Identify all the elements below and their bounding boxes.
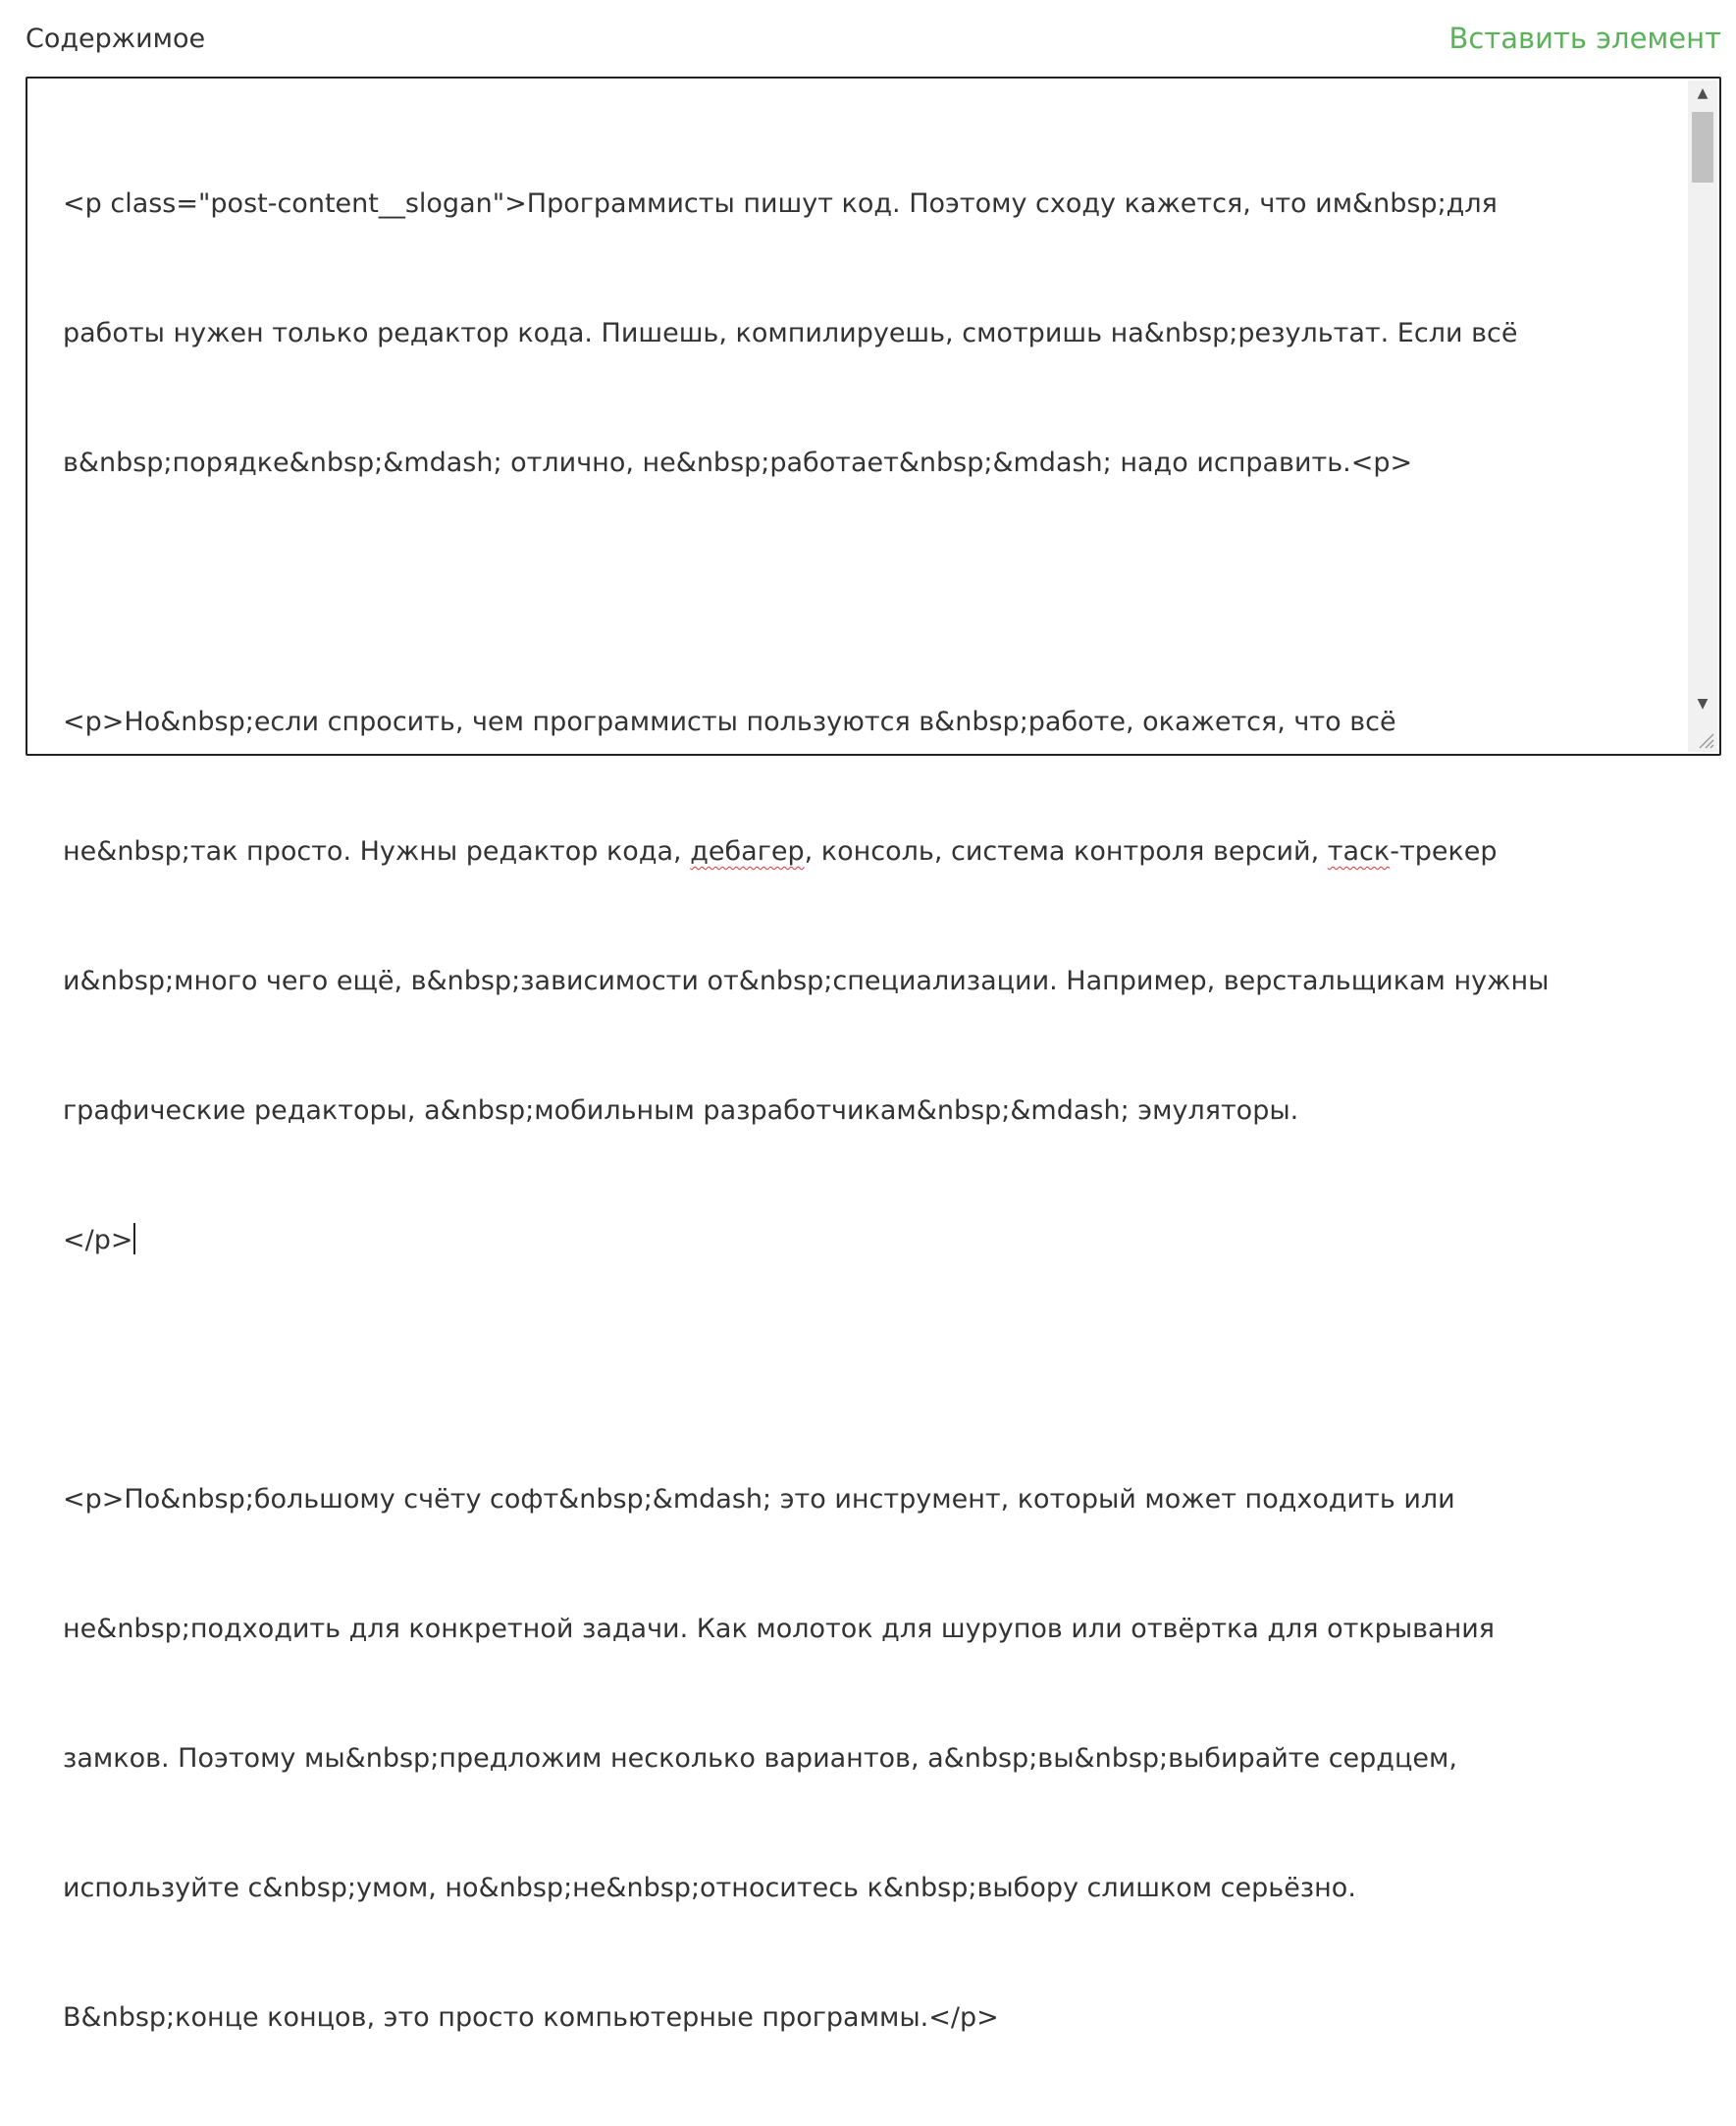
triangle-down-icon[interactable]: ▼	[1697, 696, 1709, 712]
text-line: графические редакторы, а&nbsp;мобильным разработчикам&nbsp;&mdash; эмуляторы.	[63, 1095, 1299, 1126]
text-fragment: -трекер	[1390, 836, 1498, 867]
text-line	[63, 1349, 1682, 1392]
text-fragment: не&nbsp;так просто. Нужны редактор кода,	[63, 836, 691, 867]
text-line	[63, 571, 1682, 614]
editor-text[interactable]	[63, 96, 1682, 2126]
vertical-scrollbar[interactable]	[1688, 80, 1717, 752]
text-line: замков. Поэтому мы&nbsp;предложим несколько вариантов, а&nbsp;вы&nbsp;выбирайте сердцем,	[63, 1743, 1457, 1774]
resize-grip-icon[interactable]	[1694, 728, 1715, 750]
text-line: не&nbsp;подходить для конкретной задачи. Как молоток для шурупов или отвёртка для открывания	[63, 1614, 1496, 1644]
text-line: и&nbsp;много чего ещё, в&nbsp;зависимости от&nbsp;специализации. Например, верстальщикам нужны	[63, 966, 1550, 996]
text-line	[63, 1219, 1682, 1262]
text-fragment: , консоль, система контроля версий,	[804, 836, 1328, 867]
text-fragment: </p>	[63, 1225, 133, 1255]
content-textarea[interactable]	[26, 77, 1721, 2033]
text-line: используйте с&nbsp;умом, но&nbsp;не&nbsp;относитесь к&nbsp;выбору слишком серьёзно.	[63, 1873, 1356, 1903]
misspelled-word[interactable]: таск	[1327, 836, 1391, 867]
text-line: <p>Но&nbsp;если спросить, чем программисты пользуются в&nbsp;работе, окажется, что всё	[63, 707, 1396, 737]
text-line: <p class="post-content__slogan">Программисты пишут код. Поэтому сходу кажется, что им&nbsp;для	[63, 188, 1498, 219]
misspelled-word[interactable]: дебагер	[690, 836, 805, 867]
insert-element-link[interactable]: Вставить элемент	[1448, 22, 1721, 55]
scrollbar-thumb[interactable]	[1692, 112, 1713, 183]
text-line: работы нужен только редактор кода. Пишешь, компилируешь, смотришь на&nbsp;результат. Если всё	[63, 318, 1518, 348]
text-line: В&nbsp;конце концов, это просто компьютерные программы.</p>	[63, 2002, 999, 2033]
text-line	[63, 830, 1682, 874]
field-label: Содержимое	[26, 24, 206, 54]
text-caret	[133, 1223, 135, 1254]
triangle-up-icon[interactable]: ▲	[1697, 85, 1709, 101]
text-line: в&nbsp;порядке&nbsp;&mdash; отлично, не&nbsp;работает&nbsp;&mdash; надо исправить.<p>	[63, 448, 1413, 478]
text-line: <p>По&nbsp;большому счёту софт&nbsp;&mdash; это инструмент, который может подходить или	[63, 1484, 1455, 1515]
